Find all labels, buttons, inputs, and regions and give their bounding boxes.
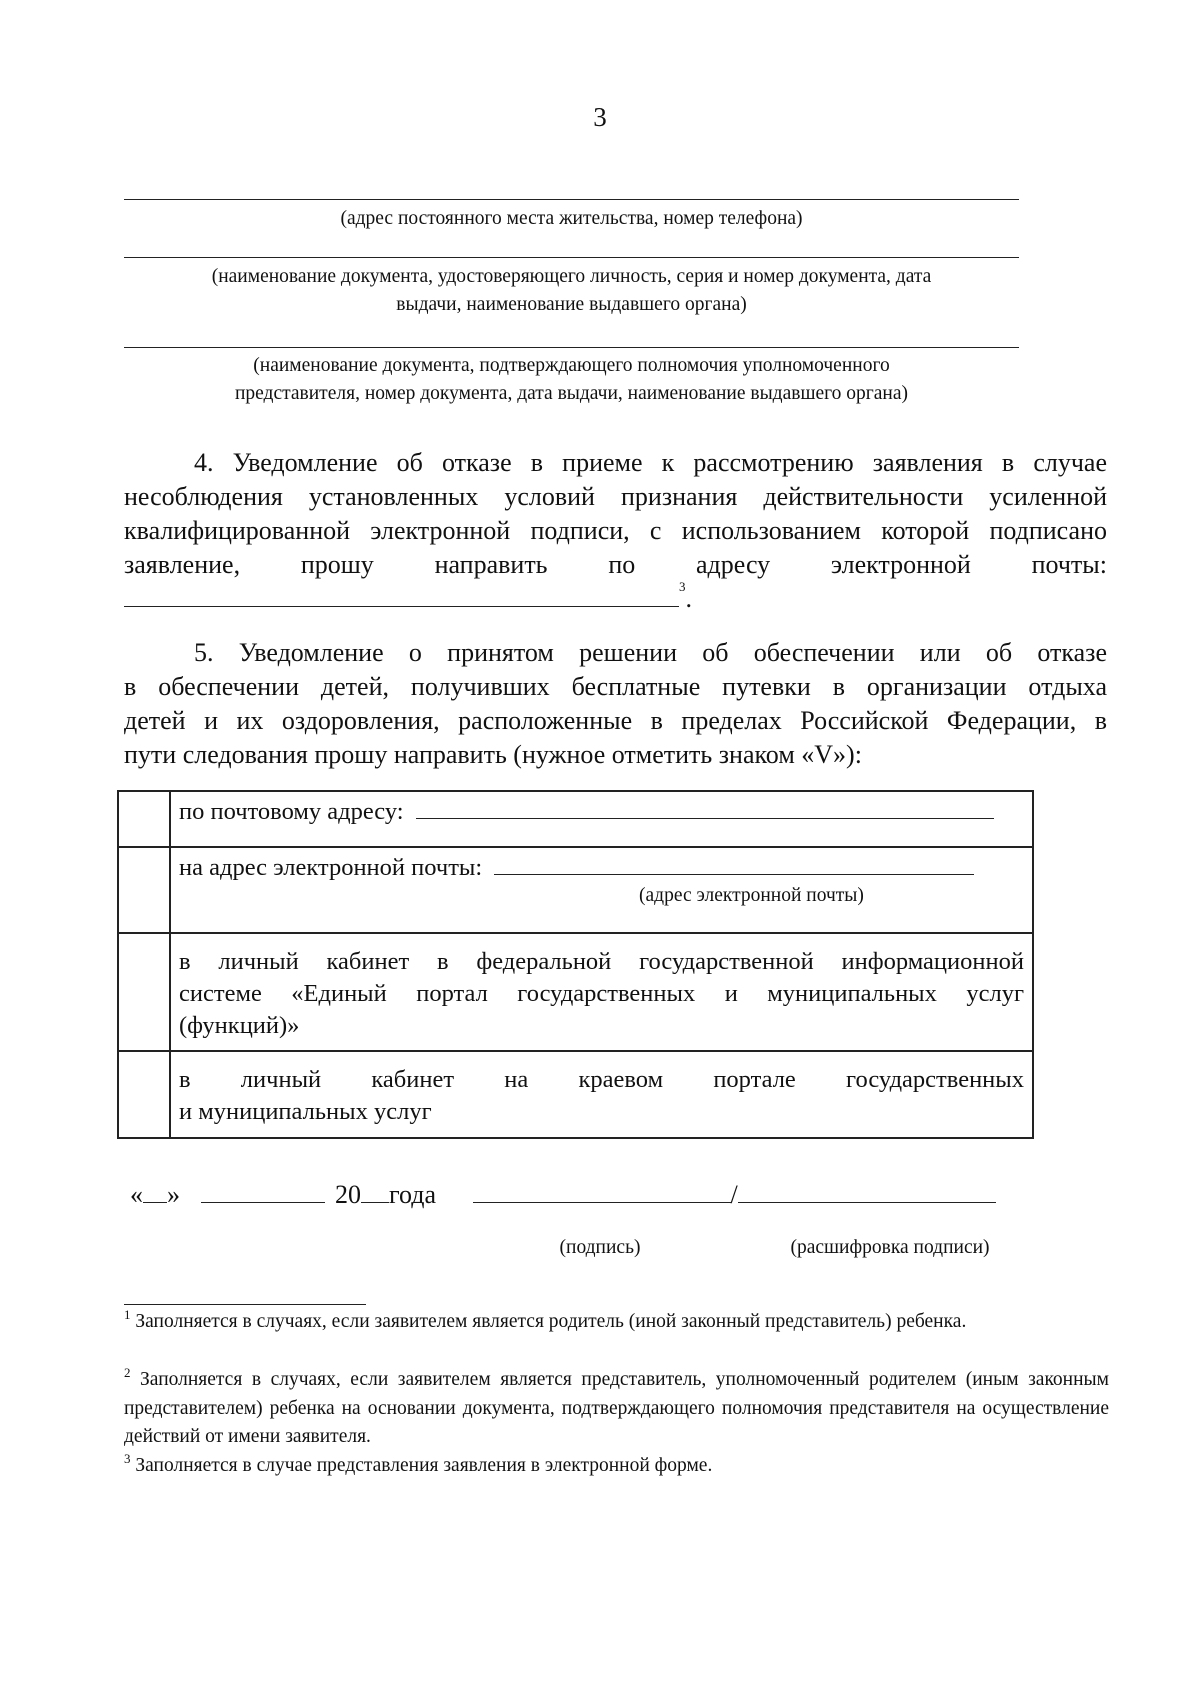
address-caption: (адрес постоянного места жительства, номер телефона)	[340, 208, 803, 229]
footnote-2	[124, 1366, 1109, 1451]
paragraph-4	[124, 446, 1107, 616]
option-row-postal	[118, 791, 1033, 847]
delivery-options-table	[117, 790, 1034, 1139]
paragraph-5-line1: 5. Уведомление о принятом решении об обеспечении или об отказе	[194, 638, 1107, 667]
option-row-email	[118, 847, 1033, 933]
email-caption: (адрес электронной почты)	[639, 885, 864, 906]
paragraph-5-line4: пути следования прошу направить (нужное отметить знаком «V»):	[124, 740, 862, 769]
signature-caption: (подпись)	[559, 1237, 641, 1258]
footnote-1-text: Заполняется в случаях, если заявителем является родитель (иной законный представитель) ребенка.	[135, 1311, 967, 1332]
paragraph-5-line2: в обеспечении детей, получивших бесплатные путевки в организации отдыха	[124, 672, 1107, 701]
date-open-quote: «	[130, 1180, 143, 1209]
option-regional-line2: и муниципальных услуг	[179, 1098, 432, 1125]
id-document-caption-line2: выдачи, наименование выдавшего органа)	[396, 294, 747, 315]
postal-address-field[interactable]	[416, 796, 994, 819]
footnote-3-mark: 3	[124, 1451, 131, 1466]
option-regional	[170, 1051, 1033, 1138]
representative-caption-line2: представителя, номер документа, дата выдачи, наименование выдавшего органа)	[234, 383, 909, 404]
paragraph-4-line3: квалифицированной электронной подписи, с использованием которой подписано	[124, 516, 1107, 545]
month-field[interactable]	[201, 1180, 325, 1203]
option-gosuslugi-line1: в личный кабинет в федеральной государственной информационной	[179, 948, 1024, 975]
year-word: года	[389, 1180, 437, 1209]
representative-document-line[interactable]	[124, 347, 1019, 348]
checkbox-email[interactable]	[118, 847, 170, 933]
paragraph-5	[124, 636, 1107, 772]
footnote-ref-3: 3	[679, 579, 686, 594]
page-number: 3	[593, 102, 607, 132]
paragraph-4-line1: 4. Уведомление об отказе в приеме к рассмотрению заявления в случае	[194, 448, 1107, 477]
signature-decoding-field[interactable]	[738, 1180, 996, 1203]
option-gosuslugi-line2: системе «Единый портал государственных и муниципальных услуг	[179, 980, 1024, 1007]
id-document-caption-line1: (наименование документа, удостоверяющего личность, серия и номер документа, дата	[211, 266, 932, 287]
year-field[interactable]	[361, 1180, 389, 1203]
checkbox-postal[interactable]	[118, 791, 170, 847]
footnote-1	[124, 1308, 1109, 1337]
checkbox-gosuslugi[interactable]	[118, 933, 170, 1051]
footnote-3-text: Заполняется в случае представления заявления в электронной форме.	[135, 1455, 713, 1476]
signature-slash: /	[730, 1180, 738, 1209]
paragraph-4-line4: заявление, прошу направить по адресу электронной почты:	[124, 550, 1107, 579]
footnote-2-mark: 2	[124, 1365, 131, 1380]
checkbox-regional[interactable]	[118, 1051, 170, 1138]
footnote-3	[124, 1452, 1109, 1481]
option-postal	[170, 791, 1033, 847]
footnote-separator	[124, 1304, 366, 1305]
paragraph-5-line3: детей и их оздоровления, расположенные в пределах Российской Федерации, в	[124, 706, 1107, 735]
email-underline[interactable]	[124, 584, 679, 607]
footnote-1-mark: 1	[124, 1307, 131, 1322]
option-row-regional	[118, 1051, 1033, 1138]
date-close-quote: »	[167, 1180, 180, 1209]
email-address-field[interactable]	[494, 852, 974, 875]
option-row-gosuslugi	[118, 933, 1033, 1051]
address-line[interactable]	[124, 199, 1019, 200]
option-email	[170, 847, 1033, 933]
representative-caption-line1: (наименование документа, подтверждающего полномочия уполномоченного	[253, 355, 890, 376]
option-regional-line1: в личный кабинет на краевом портале государственных	[179, 1066, 1024, 1093]
id-document-line[interactable]	[124, 257, 1019, 258]
option-email-label: на адрес электронной почты:	[179, 854, 483, 881]
paragraph-4-line2: несоблюдения установленных условий признания действительности усиленной	[124, 482, 1107, 511]
option-gosuslugi	[170, 933, 1033, 1051]
decoding-caption: (расшифровка подписи)	[790, 1237, 990, 1258]
date-signature-line	[130, 1180, 996, 1210]
option-gosuslugi-line3: (функций)»	[179, 1012, 300, 1039]
paragraph-4-end: .	[685, 584, 692, 613]
paragraph-4-email-field	[124, 579, 1107, 616]
option-postal-label: по почтовому адресу:	[179, 798, 404, 825]
year-prefix: 20	[335, 1180, 361, 1209]
day-field[interactable]	[143, 1180, 167, 1203]
footnote-2-text: Заполняется в случаях, если заявителем является представитель, уполномоченный родителем (иным законным представителем) ребенка на основании документа, подтверждающего полномочия представителя на осуществление действий от имени заявителя.	[124, 1369, 1109, 1447]
signature-field[interactable]	[473, 1180, 731, 1203]
